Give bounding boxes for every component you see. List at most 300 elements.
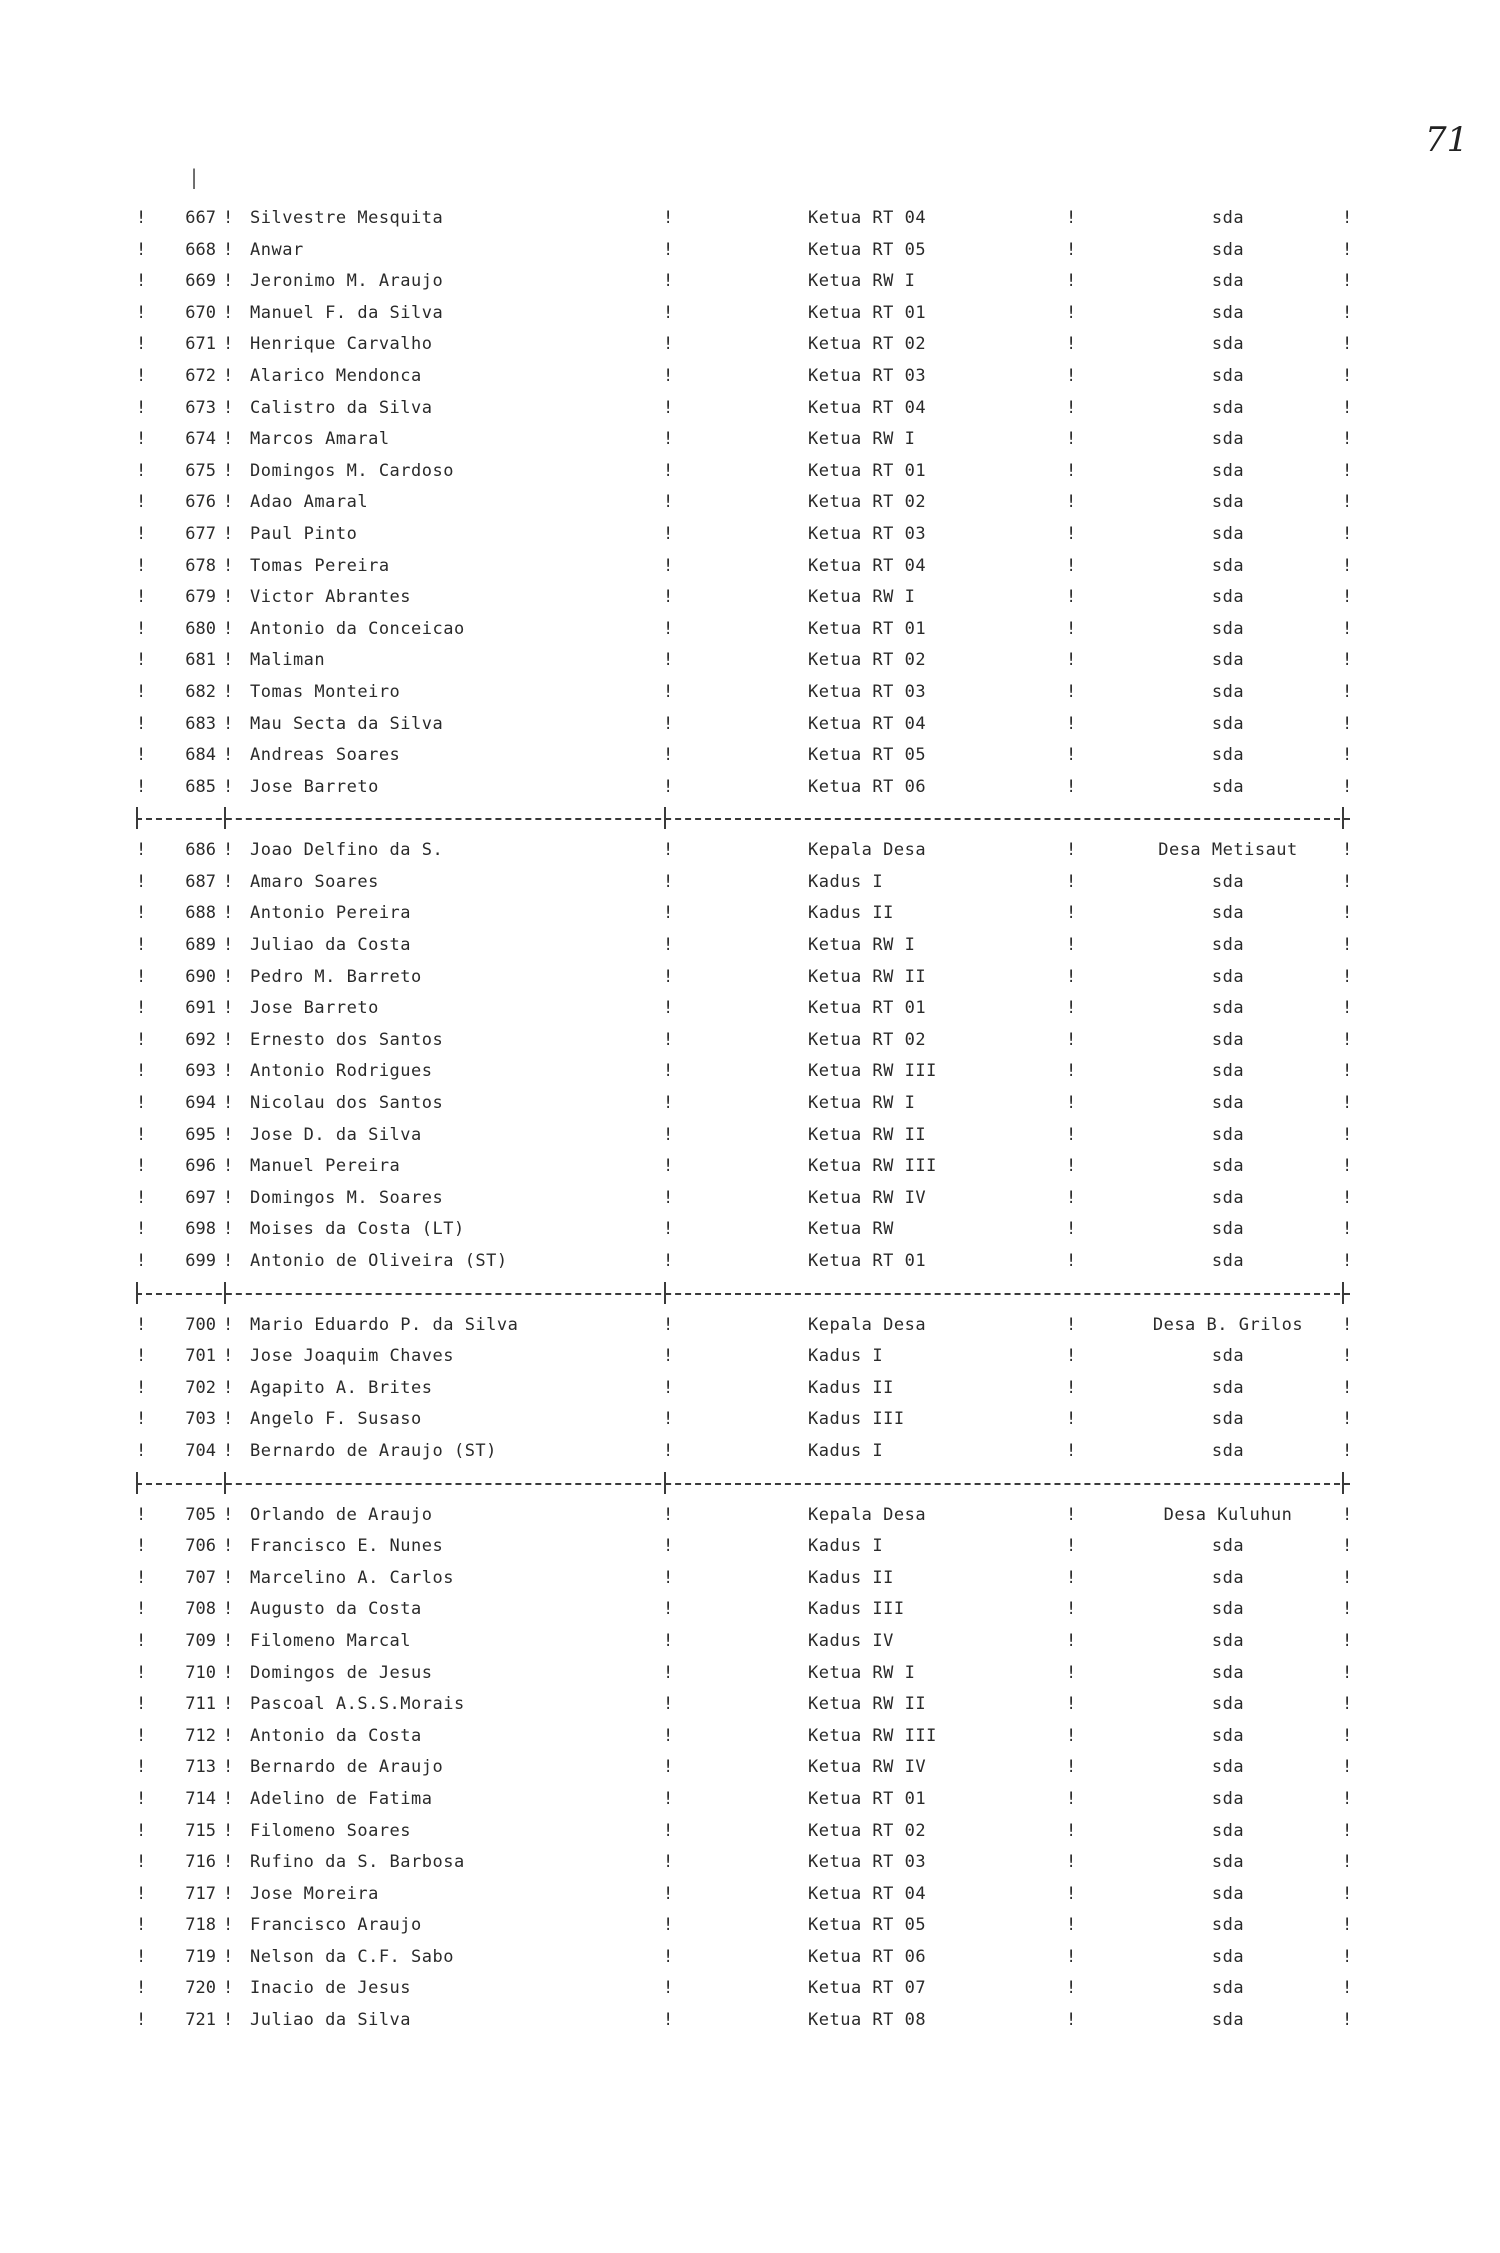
column-separator: ! xyxy=(1342,271,1353,292)
row-number: 687 xyxy=(185,871,216,892)
table-row xyxy=(128,1847,1353,1879)
row-number: 678 xyxy=(185,555,216,576)
column-separator: ! xyxy=(223,1978,234,1999)
column-separator: ! xyxy=(136,1219,147,1240)
column-separator: ! xyxy=(136,1124,147,1145)
table-row xyxy=(128,1151,1353,1183)
row-number: 695 xyxy=(185,1124,216,1145)
column-separator: ! xyxy=(663,1314,674,1335)
column-separator: ! xyxy=(1342,1725,1353,1746)
row-number: 698 xyxy=(185,1219,216,1240)
row-number: 686 xyxy=(185,840,216,861)
origin-village: sda xyxy=(1211,365,1245,386)
origin-village: sda xyxy=(1211,1251,1245,1271)
dashed-rule xyxy=(136,1483,1350,1485)
position-title: Ketua RT 04 xyxy=(808,1883,927,1904)
row-number: 668 xyxy=(185,239,216,260)
table-row xyxy=(128,835,1353,867)
table-row xyxy=(128,1626,1353,1658)
column-separator: ! xyxy=(663,871,674,892)
table-row xyxy=(128,614,1353,646)
column-separator: ! xyxy=(1066,650,1077,671)
column-separator: ! xyxy=(663,1788,674,1809)
column-separator: ! xyxy=(223,650,234,671)
column-separator: ! xyxy=(136,397,147,418)
position-title: Kepala Desa xyxy=(808,1504,927,1525)
column-separator: ! xyxy=(223,492,234,513)
column-separator: ! xyxy=(1066,492,1077,513)
table-row xyxy=(128,930,1353,962)
origin-village: sda xyxy=(1211,1377,1245,1398)
column-separator: ! xyxy=(1342,302,1353,323)
column-separator: ! xyxy=(1066,1061,1077,1082)
column-separator: ! xyxy=(136,239,147,260)
column-separator: ! xyxy=(663,1662,674,1683)
row-number: 716 xyxy=(185,1852,216,1873)
position-title: Ketua RW III xyxy=(808,1725,937,1746)
column-separator: ! xyxy=(223,239,234,260)
origin-village: sda xyxy=(1211,1915,1245,1936)
table-row xyxy=(128,519,1353,551)
column-separator: ! xyxy=(1066,1251,1077,1271)
person-name: Domingos M. Cardoso xyxy=(250,460,454,481)
row-number: 697 xyxy=(185,1187,216,1208)
column-separator: ! xyxy=(1066,429,1077,450)
column-separator: ! xyxy=(1066,1219,1077,1240)
position-title: Ketua RT 08 xyxy=(808,2010,927,2031)
column-separator: ! xyxy=(1066,1978,1077,1999)
person-name: Tomas Pereira xyxy=(250,555,390,576)
row-number: 717 xyxy=(185,1883,216,1904)
person-name: Anwar xyxy=(250,239,304,260)
row-number: 701 xyxy=(185,1346,216,1367)
column-separator: ! xyxy=(223,1915,234,1936)
column-separator: ! xyxy=(136,1504,147,1525)
table-row xyxy=(128,2005,1353,2037)
origin-village: sda xyxy=(1211,1029,1245,1050)
person-name: Jose Barreto xyxy=(250,998,379,1019)
position-title: Ketua RT 05 xyxy=(808,239,927,260)
column-separator: ! xyxy=(1342,1409,1353,1430)
position-title: Ketua RT 04 xyxy=(808,713,927,734)
column-separator: ! xyxy=(223,935,234,956)
row-number: 673 xyxy=(185,397,216,418)
column-separator: ! xyxy=(1066,966,1077,987)
table-row xyxy=(128,1088,1353,1120)
position-title: Ketua RT 01 xyxy=(808,460,927,481)
dashed-rule xyxy=(136,1293,1350,1295)
origin-village: sda xyxy=(1211,1219,1245,1240)
column-separator: ! xyxy=(663,1504,674,1525)
row-number: 667 xyxy=(185,208,216,228)
column-separator: ! xyxy=(663,587,674,608)
dashed-rule xyxy=(136,818,1350,820)
position-title: Ketua RW IV xyxy=(808,1187,927,1208)
column-separator: ! xyxy=(1342,618,1353,639)
row-number: 683 xyxy=(185,713,216,734)
origin-village: sda xyxy=(1211,1757,1245,1778)
column-separator: ! xyxy=(136,935,147,956)
column-separator: ! xyxy=(136,1567,147,1588)
position-title: Ketua RT 07 xyxy=(808,1978,927,1999)
position-title: Kadus I xyxy=(808,1440,884,1461)
column-separator: ! xyxy=(1342,1536,1353,1557)
column-separator: ! xyxy=(1066,460,1077,481)
page-number: 71 xyxy=(1425,120,1469,160)
table-row xyxy=(128,1120,1353,1152)
table-row xyxy=(128,235,1353,267)
origin-village: sda xyxy=(1211,239,1245,260)
table-row xyxy=(128,1531,1353,1563)
position-title: Ketua RT 02 xyxy=(808,1820,927,1841)
column-separator: ! xyxy=(1342,1852,1353,1873)
column-separator: ! xyxy=(663,618,674,639)
column-separator: ! xyxy=(663,1346,674,1367)
column-separator: ! xyxy=(663,1915,674,1936)
column-separator: ! xyxy=(663,429,674,450)
column-separator: ! xyxy=(1066,334,1077,355)
column-separator: ! xyxy=(1342,1187,1353,1208)
row-number: 703 xyxy=(185,1409,216,1430)
position-title: Kadus III xyxy=(808,1409,905,1430)
person-name: Marcelino A. Carlos xyxy=(250,1567,454,1588)
column-separator: ! xyxy=(223,397,234,418)
table-row xyxy=(128,1721,1353,1753)
column-separator: ! xyxy=(136,745,147,766)
origin-village: sda xyxy=(1211,1630,1245,1651)
origin-village: sda xyxy=(1211,1536,1245,1557)
column-separator: ! xyxy=(136,460,147,481)
column-separator: ! xyxy=(1342,1156,1353,1177)
column-separator: ! xyxy=(223,1788,234,1809)
rule-junction xyxy=(224,807,226,829)
column-separator: ! xyxy=(663,271,674,292)
origin-village: sda xyxy=(1211,1567,1245,1588)
row-number: 684 xyxy=(185,745,216,766)
column-separator: ! xyxy=(663,998,674,1019)
column-separator: ! xyxy=(223,713,234,734)
column-separator: ! xyxy=(223,1409,234,1430)
person-name: Adelino de Fatima xyxy=(250,1788,433,1809)
person-name: Andreas Soares xyxy=(250,745,401,766)
column-separator: ! xyxy=(1066,776,1077,797)
column-separator: ! xyxy=(223,271,234,292)
position-title: Ketua RW I xyxy=(808,429,916,450)
column-separator: ! xyxy=(1342,1029,1353,1050)
column-separator: ! xyxy=(136,1725,147,1746)
column-separator: ! xyxy=(223,429,234,450)
column-separator: ! xyxy=(663,1694,674,1715)
row-number: 711 xyxy=(185,1694,216,1715)
row-number: 696 xyxy=(185,1156,216,1177)
position-title: Ketua RW II xyxy=(808,1694,927,1715)
column-separator: ! xyxy=(223,871,234,892)
column-separator: ! xyxy=(1342,1251,1353,1271)
origin-village: sda xyxy=(1211,2010,1245,2031)
column-separator: ! xyxy=(136,776,147,797)
origin-village: sda xyxy=(1211,334,1245,355)
origin-village: sda xyxy=(1211,555,1245,576)
table-row xyxy=(128,424,1353,456)
column-separator: ! xyxy=(663,1219,674,1240)
person-name: Francisco Araujo xyxy=(250,1915,422,1936)
person-name: Victor Abrantes xyxy=(250,587,412,608)
column-separator: ! xyxy=(663,523,674,544)
column-separator: ! xyxy=(136,1093,147,1114)
row-number: 669 xyxy=(185,271,216,292)
column-separator: ! xyxy=(136,1251,147,1271)
column-separator: ! xyxy=(136,1061,147,1082)
person-name: Ernesto dos Santos xyxy=(250,1029,444,1050)
person-name: Antonio de Oliveira (ST) xyxy=(250,1251,508,1271)
column-separator: ! xyxy=(223,681,234,702)
column-separator: ! xyxy=(223,208,234,228)
origin-village: sda xyxy=(1211,776,1245,797)
person-name: Tomas Monteiro xyxy=(250,681,401,702)
origin-village: sda xyxy=(1211,1409,1245,1430)
column-separator: ! xyxy=(223,1124,234,1145)
origin-village: sda xyxy=(1211,1978,1245,1999)
origin-village: sda xyxy=(1211,1093,1245,1114)
person-name: Joao Delfino da S. xyxy=(250,840,444,861)
origin-village: sda xyxy=(1211,1694,1245,1715)
column-separator: ! xyxy=(136,365,147,386)
table-row xyxy=(128,1025,1353,1057)
person-name: Henrique Carvalho xyxy=(250,334,433,355)
row-number: 693 xyxy=(185,1061,216,1082)
column-separator: ! xyxy=(136,681,147,702)
column-separator: ! xyxy=(1342,1219,1353,1240)
column-separator: ! xyxy=(1066,998,1077,1019)
person-name: Antonio Pereira xyxy=(250,903,412,924)
rule-junction xyxy=(136,1282,138,1304)
position-title: Ketua RW I xyxy=(808,271,916,292)
column-separator: ! xyxy=(1066,239,1077,260)
column-separator: ! xyxy=(223,1820,234,1841)
column-separator: ! xyxy=(663,365,674,386)
column-separator: ! xyxy=(1066,1788,1077,1809)
row-number: 705 xyxy=(185,1504,216,1525)
column-separator: ! xyxy=(1342,397,1353,418)
position-title: Ketua RT 06 xyxy=(808,1946,927,1967)
column-separator: ! xyxy=(223,998,234,1019)
person-name: Nicolau dos Santos xyxy=(250,1093,444,1114)
column-separator: ! xyxy=(136,1820,147,1841)
column-separator: ! xyxy=(1342,1978,1353,1999)
column-separator: ! xyxy=(223,587,234,608)
personnel-list xyxy=(128,203,1353,2037)
column-separator: ! xyxy=(1342,650,1353,671)
column-separator: ! xyxy=(1342,1788,1353,1809)
row-number: 671 xyxy=(185,334,216,355)
column-separator: ! xyxy=(136,1187,147,1208)
table-row xyxy=(128,1910,1353,1942)
column-separator: ! xyxy=(1066,1156,1077,1177)
table-row xyxy=(128,645,1353,677)
table-row xyxy=(128,582,1353,614)
column-separator: ! xyxy=(1066,1915,1077,1936)
column-separator: ! xyxy=(663,208,674,228)
table-row xyxy=(128,203,1353,235)
column-separator: ! xyxy=(136,713,147,734)
person-name: Jose Moreira xyxy=(250,1883,379,1904)
column-separator: ! xyxy=(1342,1946,1353,1967)
person-name: Domingos M. Soares xyxy=(250,1187,444,1208)
person-name: Juliao da Costa xyxy=(250,935,412,956)
column-separator: ! xyxy=(1342,871,1353,892)
column-separator: ! xyxy=(223,334,234,355)
column-separator: ! xyxy=(1066,1567,1077,1588)
column-separator: ! xyxy=(1342,1630,1353,1651)
table-row xyxy=(128,1310,1353,1342)
column-separator: ! xyxy=(1066,618,1077,639)
column-separator: ! xyxy=(1066,1377,1077,1398)
row-number: 689 xyxy=(185,935,216,956)
column-separator: ! xyxy=(1342,208,1353,228)
column-separator: ! xyxy=(1342,1820,1353,1841)
position-title: Ketua RT 03 xyxy=(808,523,927,544)
table-row xyxy=(128,1594,1353,1626)
rule-junction xyxy=(664,1282,666,1304)
origin-village: sda xyxy=(1211,1662,1245,1683)
column-separator: ! xyxy=(1066,1187,1077,1208)
person-name: Orlando de Araujo xyxy=(250,1504,433,1525)
column-separator: ! xyxy=(1342,460,1353,481)
position-title: Kadus II xyxy=(808,903,894,924)
person-name: Jeronimo M. Araujo xyxy=(250,271,444,292)
table-row xyxy=(128,677,1353,709)
column-separator: ! xyxy=(1066,1409,1077,1430)
row-number: 699 xyxy=(185,1251,216,1271)
column-separator: ! xyxy=(663,1757,674,1778)
column-separator: ! xyxy=(1066,1757,1077,1778)
rule-junction xyxy=(664,1472,666,1494)
group-separator xyxy=(128,803,1350,835)
column-separator: ! xyxy=(136,1029,147,1050)
row-number: 719 xyxy=(185,1946,216,1967)
column-separator: ! xyxy=(136,587,147,608)
column-separator: ! xyxy=(1066,713,1077,734)
column-separator: ! xyxy=(1066,523,1077,544)
row-number: 670 xyxy=(185,302,216,323)
origin-village: sda xyxy=(1211,1820,1245,1841)
column-separator: ! xyxy=(136,1788,147,1809)
rule-junction xyxy=(224,1282,226,1304)
table-row xyxy=(128,1784,1353,1816)
person-name: Bernardo de Araujo (ST) xyxy=(250,1440,497,1461)
column-separator: ! xyxy=(1066,208,1077,228)
rule-junction xyxy=(664,807,666,829)
position-title: Ketua RT 01 xyxy=(808,998,927,1019)
column-separator: ! xyxy=(1066,302,1077,323)
position-title: Ketua RT 04 xyxy=(808,555,927,576)
column-separator: ! xyxy=(663,1251,674,1271)
person-name: Francisco E. Nunes xyxy=(250,1536,444,1557)
column-separator: ! xyxy=(1066,397,1077,418)
position-title: Ketua RW III xyxy=(808,1061,937,1082)
row-number: 721 xyxy=(185,2010,216,2031)
table-row xyxy=(128,1658,1353,1690)
person-name: Maliman xyxy=(250,650,326,671)
column-separator: ! xyxy=(1066,1852,1077,1873)
row-number: 677 xyxy=(185,523,216,544)
column-separator: ! xyxy=(223,1029,234,1050)
position-title: Ketua RW I xyxy=(808,1093,916,1114)
position-title: Ketua RT 03 xyxy=(808,1852,927,1873)
origin-village: sda xyxy=(1211,302,1245,323)
position-title: Ketua RT 05 xyxy=(808,1915,927,1936)
column-separator: ! xyxy=(136,998,147,1019)
column-separator: ! xyxy=(223,1187,234,1208)
table-row xyxy=(128,1404,1353,1436)
column-separator: ! xyxy=(1342,681,1353,702)
column-separator: ! xyxy=(223,365,234,386)
table-row xyxy=(128,1816,1353,1848)
column-separator: ! xyxy=(1342,1599,1353,1620)
origin-village: sda xyxy=(1211,208,1245,228)
origin-village: sda xyxy=(1211,271,1245,292)
table-row xyxy=(128,898,1353,930)
column-separator: ! xyxy=(223,1440,234,1461)
table-row xyxy=(128,1056,1353,1088)
column-separator: ! xyxy=(1342,1694,1353,1715)
column-separator: ! xyxy=(136,208,147,228)
column-separator: ! xyxy=(663,555,674,576)
column-separator: ! xyxy=(1066,365,1077,386)
column-separator: ! xyxy=(663,1409,674,1430)
position-title: Ketua RW II xyxy=(808,1124,927,1145)
position-title: Kadus II xyxy=(808,1377,894,1398)
origin-village: sda xyxy=(1211,681,1245,702)
rule-junction xyxy=(1342,1282,1344,1304)
column-separator: ! xyxy=(1342,966,1353,987)
column-separator: ! xyxy=(136,966,147,987)
column-separator: ! xyxy=(136,1599,147,1620)
column-separator: ! xyxy=(663,397,674,418)
column-separator: ! xyxy=(1066,1599,1077,1620)
column-separator: ! xyxy=(223,903,234,924)
column-separator: ! xyxy=(1342,587,1353,608)
position-title: Ketua RW xyxy=(808,1219,894,1240)
origin-village: sda xyxy=(1211,1788,1245,1809)
table-row xyxy=(128,1341,1353,1373)
column-separator: ! xyxy=(1342,1377,1353,1398)
person-name: Angelo F. Susaso xyxy=(250,1409,422,1430)
row-number: 675 xyxy=(185,460,216,481)
person-name: Manuel F. da Silva xyxy=(250,302,444,323)
position-title: Ketua RW III xyxy=(808,1156,937,1177)
column-separator: ! xyxy=(223,523,234,544)
column-separator: ! xyxy=(223,1219,234,1240)
table-row xyxy=(128,456,1353,488)
rule-junction xyxy=(1342,1472,1344,1494)
column-separator: ! xyxy=(663,1377,674,1398)
column-separator: ! xyxy=(1342,1662,1353,1683)
row-number: 682 xyxy=(185,681,216,702)
column-separator: ! xyxy=(663,1946,674,1967)
column-separator: ! xyxy=(1342,523,1353,544)
person-name: Jose D. da Silva xyxy=(250,1124,422,1145)
column-separator: ! xyxy=(223,1061,234,1082)
row-number: 702 xyxy=(185,1377,216,1398)
column-separator: ! xyxy=(1342,998,1353,1019)
column-separator: ! xyxy=(1066,681,1077,702)
row-number: 694 xyxy=(185,1093,216,1114)
position-title: Ketua RT 03 xyxy=(808,365,927,386)
person-name: Amaro Soares xyxy=(250,871,379,892)
column-separator: ! xyxy=(663,1883,674,1904)
column-separator: ! xyxy=(1342,935,1353,956)
